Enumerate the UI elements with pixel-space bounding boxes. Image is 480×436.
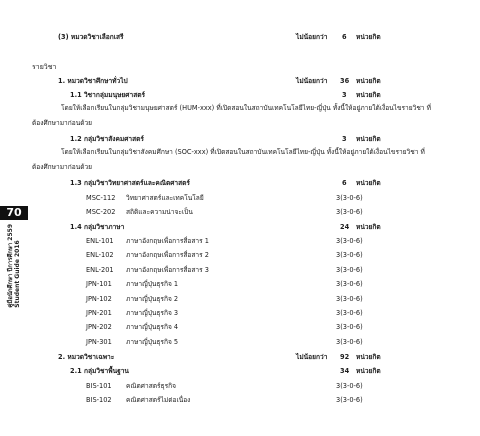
language-label: 1.4 กลุ่มวิชาภาษา xyxy=(70,223,125,231)
free-elective-credits: 6 xyxy=(342,33,347,41)
social-desc-line: โดยให้เลือกเรียนในกลุ่มวิชาสังคมศึกษา (SOC-xxx) ที่เปิดสอนในสถาบันเทคโนโลยีไทย-ญี่ปุ่น ทั้งนี้ให้อยู่ภายใต้เงื่อนไขรายวิชา xyxy=(61,148,419,156)
course-name: สถิติและความน่าจะเป็น xyxy=(126,208,193,217)
foundation-credits: 34 xyxy=(340,367,350,375)
course-credits: 3(3-0-6) xyxy=(336,237,363,245)
humanities-desc-cont: ที่ต้องศึกษามาก่อนด้วย xyxy=(32,104,431,127)
sci-math-label: 1.3 กลุ่มวิชาวิทยาศาสตร์และคณิตศาสตร์ xyxy=(70,179,190,187)
foundation-unit: หน่วยกิต xyxy=(356,367,381,375)
social-description xyxy=(32,145,436,175)
gen-ed-label: 1. หมวดวิชาศึกษาทั่วไป xyxy=(58,77,128,85)
course-credits: 3(3-0-6) xyxy=(336,396,363,405)
language-unit: หน่วยกิต xyxy=(356,223,381,231)
course-code: ENL-101 xyxy=(86,237,114,245)
course-code: JPN-201 xyxy=(86,309,112,317)
course-credits: 3(3-0-6) xyxy=(336,337,363,346)
course-name: ภาษาญี่ปุ่นธุรกิจ 5 xyxy=(126,337,179,346)
course-credits: 3(3-0-6) xyxy=(336,382,363,390)
course-credits: 3(3-0-6) xyxy=(336,280,363,289)
course-credits: 3(3-0-6) xyxy=(336,309,363,317)
humanities-credits: 3 xyxy=(342,91,347,99)
course-name: ภาษาอังกฤษเพื่อการสื่อสาร 2 xyxy=(126,251,209,260)
language-credits: 24 xyxy=(340,223,350,231)
gen-ed-unit: หน่วยกิต xyxy=(356,77,381,85)
side-guide-thai: คู่มือนักศึกษา ปีการศึกษา 2559 xyxy=(7,224,14,308)
course-name: ภาษาอังกฤษเพื่อการสื่อสาร 1 xyxy=(126,237,209,245)
course-code: JPN-101 xyxy=(86,280,112,289)
course-name: ภาษาญี่ปุ่นธุรกิจ 2 xyxy=(126,294,179,303)
social-credits: 3 xyxy=(342,135,347,143)
course-name: คณิตศาสตร์ไม่ต่อเนื่อง xyxy=(126,396,191,405)
foundation-label: 2.1 กลุ่มวิชาพื้นฐาน xyxy=(70,367,129,375)
gen-ed-min: ไม่น้อยกว่า xyxy=(296,77,328,85)
major-label: 2. หมวดวิชาเฉพาะ xyxy=(58,353,115,361)
course-name: วิทยาศาสตร์และเทคโนโลยี xyxy=(126,194,204,202)
major-credits: 92 xyxy=(340,353,350,361)
course-code: JPN-202 xyxy=(86,323,112,332)
course-credits: 3(3-0-6) xyxy=(336,208,363,217)
sci-math-unit: หน่วยกิต xyxy=(356,179,381,187)
sci-math-credits: 6 xyxy=(342,179,347,187)
humanities-unit: หน่วยกิต xyxy=(356,91,381,99)
course-code: MSC-112 xyxy=(86,194,116,202)
course-name: ภาษาญี่ปุ่นธุรกิจ 4 xyxy=(126,323,179,332)
humanities-description xyxy=(32,101,436,131)
course-code: BIS-101 xyxy=(86,382,112,390)
gen-ed-credits: 36 xyxy=(340,77,350,85)
course-credits: 3(3-0-6) xyxy=(336,323,363,332)
course-code: JPN-301 xyxy=(86,337,112,346)
major-unit: หน่วยกิต xyxy=(356,353,381,361)
free-elective-unit: หน่วยกิต xyxy=(356,33,381,41)
major-min: ไม่น้อยกว่า xyxy=(296,353,328,361)
course-code: JPN-102 xyxy=(86,294,112,303)
social-label: 1.2 กลุ่มวิชาสังคมศาสตร์ xyxy=(70,135,144,143)
section-title: รายวิชา xyxy=(32,63,57,71)
course-credits: 3(3-0-6) xyxy=(336,194,363,202)
free-elective-label: (3) หมวดวิชาเลือกเสรี xyxy=(58,33,124,41)
course-credits: 3(3-0-6) xyxy=(336,294,363,303)
course-name: คณิตศาสตร์ธุรกิจ xyxy=(126,382,176,390)
course-code: BIS-102 xyxy=(86,396,112,405)
course-name: ภาษาอังกฤษเพื่อการสื่อสาร 3 xyxy=(126,265,209,274)
course-credits: 3(3-0-6) xyxy=(336,251,363,260)
page-number: 70 xyxy=(0,206,28,220)
course-name: ภาษาญี่ปุ่นธุรกิจ 1 xyxy=(126,280,179,289)
humanities-label: 1.1 วิชากลุ่มมนุษยศาสตร์ xyxy=(70,91,146,99)
course-code: MSC-202 xyxy=(86,208,116,217)
social-desc-cont: ที่ต้องศึกษามาก่อนด้วย xyxy=(32,148,425,171)
course-credits: 3(3-0-6) xyxy=(336,265,363,274)
course-code: ENL-102 xyxy=(86,251,114,260)
free-elective-min: ไม่น้อยกว่า xyxy=(296,33,328,41)
side-guide-english: Student Guide 2016 xyxy=(13,240,21,308)
social-unit: หน่วยกิต xyxy=(356,135,381,143)
course-name: ภาษาญี่ปุ่นธุรกิจ 3 xyxy=(126,309,179,317)
course-code: ENL-201 xyxy=(86,265,114,274)
humanities-desc-line: โดยให้เลือกเรียนในกลุ่มวิชามนุษยศาสตร์ (HUM-xxx) ที่เปิดสอนในสถาบันเทคโนโลยีไทย-ญี่ปุ่น ทั้งนี้ให้อยู่ภายใต้เงื่อนไขรายวิชา xyxy=(61,104,425,112)
side-guide-label xyxy=(8,224,22,308)
